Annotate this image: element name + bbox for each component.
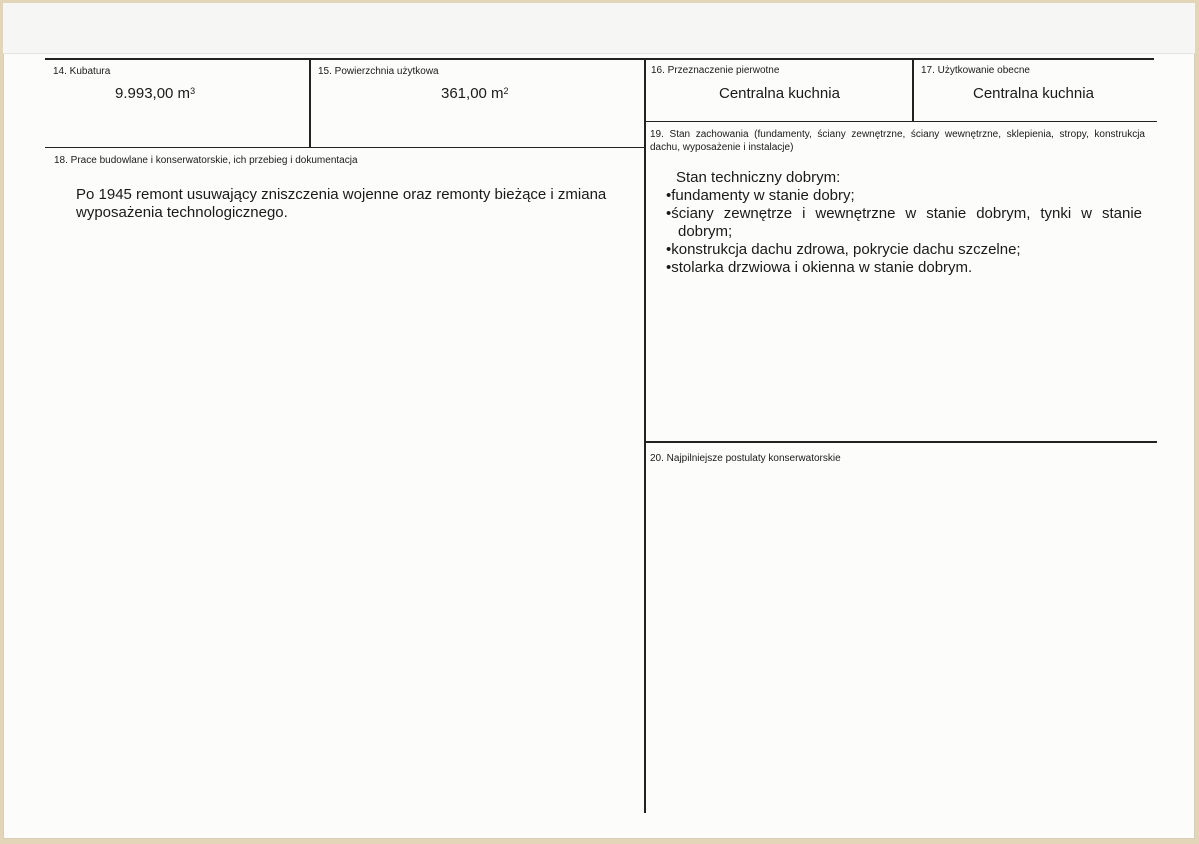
top-rule-right bbox=[645, 58, 1154, 60]
field-19-intro: Stan techniczny dobrym: bbox=[676, 169, 841, 186]
top-margin-strip bbox=[3, 3, 1195, 54]
field-16-label: 16. Przeznaczenie pierwotne bbox=[651, 65, 780, 76]
list-item: •stolarka drzwiowa i okienna w stanie dobrym. bbox=[666, 259, 973, 276]
field-17-value: Centralna kuchnia bbox=[973, 85, 1094, 102]
divider-16-17 bbox=[912, 59, 914, 122]
field-14-unit-exponent: 3 bbox=[190, 86, 196, 96]
field-15-label: 15. Powierzchnia użytkowa bbox=[318, 66, 439, 77]
center-divider bbox=[644, 59, 646, 813]
divider-14-15 bbox=[309, 59, 311, 148]
field-18-text: Po 1945 remont usuwający zniszczenia wojenne oraz remonty bieżące i zmiana wyposażenia technologicznego. bbox=[76, 186, 607, 221]
rule-under-16-17 bbox=[645, 121, 1157, 122]
field-19-label: 19. Stan zachowania (fundamenty, ściany zewnętrzne, ściany wewnętrzne, sklepienia, stropy, konstrukcja dachu, wyposażenie i instalacje) bbox=[650, 129, 1145, 153]
field-14-value bbox=[115, 85, 195, 103]
field-15-unit-exponent: 2 bbox=[503, 86, 509, 96]
list-item: •konstrukcja dachu zdrowa, pokrycie dachu szczelne; bbox=[666, 241, 1021, 258]
field-17-label: 17. Użytkowanie obecne bbox=[921, 65, 1030, 76]
rule-above-20 bbox=[645, 441, 1157, 443]
rule-under-14-15 bbox=[45, 147, 645, 148]
top-rule-left bbox=[45, 58, 645, 60]
field-14-value-text: 9.993,00 m bbox=[115, 85, 191, 102]
field-16-value: Centralna kuchnia bbox=[719, 85, 840, 102]
field-15-value bbox=[441, 85, 509, 103]
field-19-list bbox=[666, 187, 1142, 277]
field-14-label: 14. Kubatura bbox=[53, 66, 111, 77]
field-20-label: 20. Najpilniejsze postulaty konserwatorskie bbox=[650, 453, 841, 464]
list-item: •ściany zewnętrze i wewnętrzne w stanie dobrym, tynki w stanie dobrym; bbox=[666, 205, 1142, 240]
field-15-value-text: 361,00 m bbox=[441, 85, 504, 102]
list-item: •fundamenty w stanie dobry; bbox=[666, 187, 855, 204]
field-18-label: 18. Prace budowlane i konserwatorskie, ich przebieg i dokumentacja bbox=[54, 155, 358, 166]
